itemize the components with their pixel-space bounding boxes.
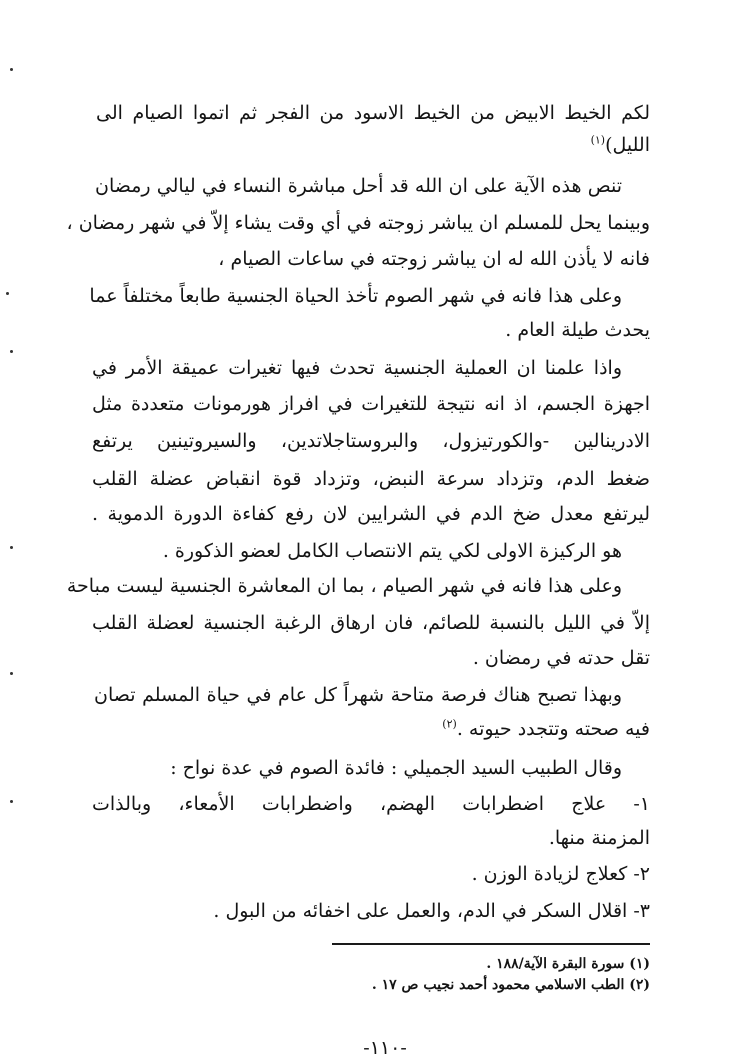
text-line-content: الليل) [605,134,650,156]
text-line: فانه لا يأذن الله له ان يباشر زوجته في ساعات الصيام ، [218,248,650,270]
text-line: إلاّ في الليل بالنسبة للصائم، فان ارهاق الرغبة الجنسية لعضلة القلب [92,612,650,634]
scan-speck [10,800,13,803]
footnote: (٢) الطب الاسلامي محمود أحمد نجيب ص ١٧ . [371,977,650,993]
text-line: يحدث طيلة العام . [505,319,650,341]
list-item: ٣- اقلال السكر في الدم، والعمل على اخفائه من البول . [213,900,650,922]
text-line [591,131,650,159]
text-line: هو الركيزة الاولى لكي يتم الانتصاب الكامل لعضو الذكورة . [162,540,622,562]
scan-speck [10,546,13,549]
text-line: لكم الخيط الابيض من الخيط الاسود من الفجر ثم اتموا الصيام الى [96,102,650,124]
text-line: واذا علمنا ان العملية الجنسية تحدث فيها تغيرات عميقة الأمر في [92,357,622,379]
footnote-marker: (١) [590,133,606,147]
list-item: ٢- كعلاج لزيادة الوزن . [471,863,650,885]
text-line: وعلى هذا فانه في شهر الصوم تأخذ الحياة الجنسية طابعاً مختلفاً عما [89,285,622,307]
scan-speck [10,68,13,71]
footnote: (١) سورة البقرة الآية/١٨٨ . [486,956,650,972]
text-line: تنص هذه الآية على ان الله قد أحل مباشرة النساء في ليالي رمضان [95,175,622,197]
text-line: تقل حدته في رمضان . [472,647,650,669]
scan-speck [10,672,13,675]
list-item: ١- علاج اضطرابات الهضم، واضطرابات الأمعاء، وبالذات [92,793,650,815]
text-line: وبينما يحل للمسلم ان يباشر زوجته في أي وقت يشاء إلاّ في شهر رمضان ، [66,212,650,234]
text-line: ضغط الدم، وتزداد سرعة النبض، وتزداد قوة انقباض عضلة القلب [92,468,650,490]
text-line: ليرتفع معدل ضخ الدم في الشرايين لان رفع كفاءة الدورة الدموية . [92,503,650,525]
footnote-marker: (٢) [442,717,457,731]
text-line: وعلى هذا فانه في شهر الصيام ، بما ان المعاشرة الجنسية ليست مباحة [66,575,622,597]
text-line: الادرينالين -والكورتيزول، والبروستاجلاتدين، والسيروتينين يرتفع [92,430,650,452]
text-line-content: فيه صحته وتتجدد حيوته . [456,718,650,740]
text-line: المزمنة منها. [548,827,650,849]
scan-speck [10,350,13,353]
scan-speck [6,292,9,295]
footnote-separator [332,943,650,945]
page-number: -١١٠- [363,1037,407,1059]
text-line: وقال الطبيب السيد الجميلي : فائدة الصوم في عدة نواح : [170,757,622,779]
text-line: اجهزة الجسم، اذ انه نتيجة للتغيرات في افراز هورمونات متعددة مثل [92,393,650,415]
text-line [442,715,650,743]
text-line: وبهذا تصبح هناك فرصة متاحة شهراً كل عام في حياة المسلم تصان [94,684,622,706]
